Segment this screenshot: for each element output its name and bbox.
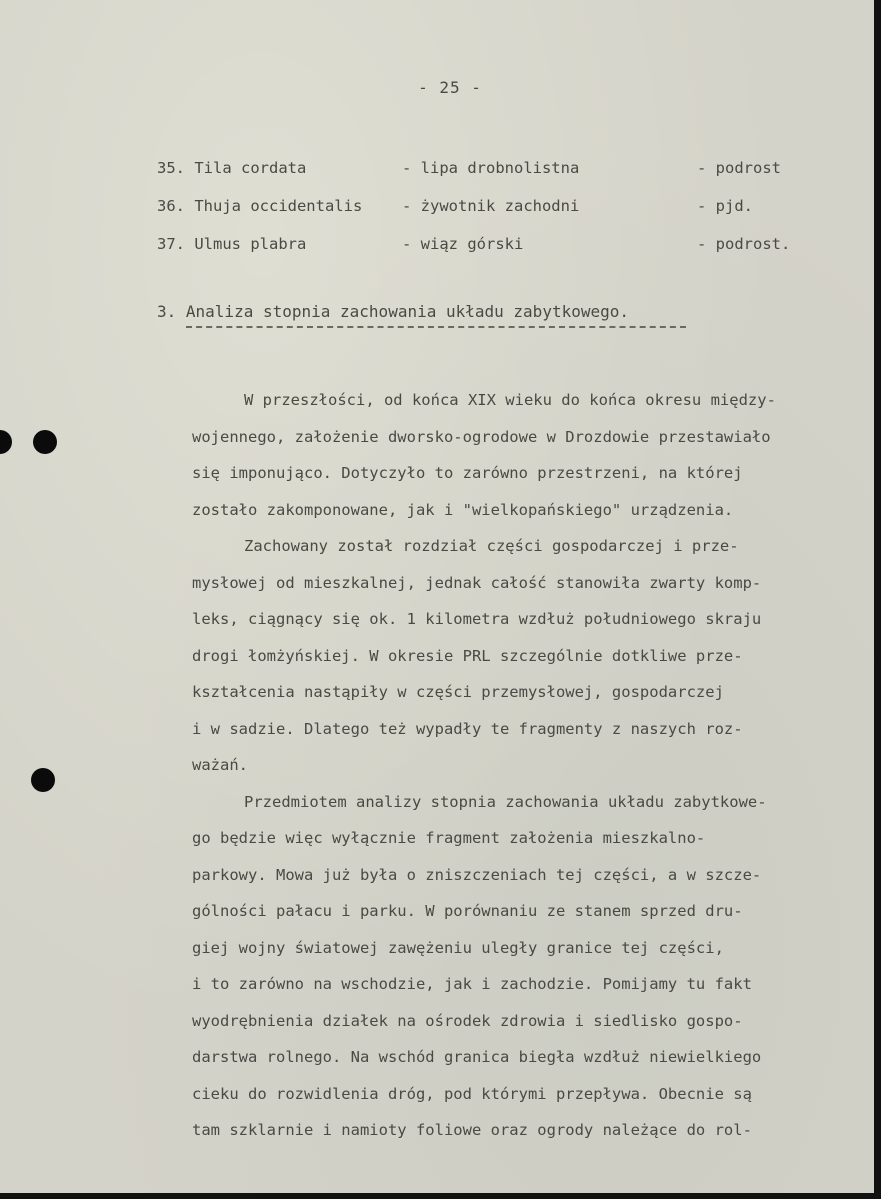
- text-line: parkowy. Mowa już była o zniszczeniach tej części, a w szcze-: [192, 865, 762, 884]
- species-polish-name: - wiąz górski: [402, 235, 524, 253]
- text-line: Zachowany został rozdział części gospodarczej i prze-: [244, 537, 739, 555]
- species-polish-name: - lipa drobnolistna: [402, 159, 580, 177]
- text-line: ważań.: [192, 756, 248, 774]
- text-line: i w sadzie. Dlatego też wypadły te fragmenty z naszych roz-: [192, 719, 743, 738]
- species-row: [157, 197, 857, 235]
- text-line: leks, ciągnący się ok. 1 kilometra wzdłuż południowego skraju: [192, 610, 762, 628]
- text-line: mysłowej od mieszkalnej, jednak całość stanowiła zwarty komp-: [192, 573, 762, 592]
- text-line: drogi łomżyńskiej. W okresie PRL szczególnie dotkliwe prze-: [192, 646, 743, 665]
- page-number: - 25 -: [418, 78, 482, 97]
- species-latin-name: 36. Thuja occidentalis: [157, 197, 363, 215]
- text-line: W przeszłości, od końca XIX wieku do końca okresu między-: [244, 391, 776, 409]
- punch-hole: [0, 430, 12, 454]
- text-line: gólności pałacu i parku. W porównaniu ze stanem sprzed dru-: [192, 902, 743, 920]
- text-line: giej wojny światowej zawężeniu uległy granice tej części,: [192, 938, 724, 957]
- text-line: zostało zakomponowane, jak i "wielkopańskiego" urządzenia.: [192, 500, 734, 519]
- species-row: [157, 159, 857, 197]
- text-line: Przedmiotem analizy stopnia zachowania układu zabytkowe-: [244, 792, 767, 811]
- species-list: [157, 159, 857, 273]
- text-line: tam szklarnie i namioty foliowe oraz ogrody należące do rol-: [192, 1121, 752, 1139]
- species-latin-name: 35. Tila cordata: [157, 159, 307, 177]
- text-line: cieku do rozwidlenia dróg, pod którymi przepływa. Obecnie są: [192, 1084, 752, 1103]
- species-polish-name: - żywotnik zachodni: [402, 197, 580, 215]
- species-status: - podrost.: [697, 235, 791, 253]
- text-line: i to zarówno na wschodzie, jak i zachodzie. Pomijamy tu fakt: [192, 975, 752, 993]
- text-line: wojennego, założenie dworsko-ogrodowe w Drozdowie przestawiało: [192, 427, 771, 446]
- section-heading: 3. Analiza stopnia zachowania układu zabytkowego.: [157, 302, 630, 321]
- text-line: wyodrębnienia działek na ośrodek zdrowia i siedlisko gospo-: [192, 1011, 743, 1030]
- body-text: [192, 391, 872, 1158]
- species-latin-name: 37. Ulmus plabra: [157, 235, 307, 253]
- species-row: [157, 235, 857, 273]
- species-status: - pjd.: [697, 197, 753, 215]
- text-line: kształcenia nastąpiły w części przemysłowej, gospodarczej: [192, 683, 724, 701]
- heading-underline: [186, 326, 686, 328]
- text-line: darstwa rolnego. Na wschód granica biegła wzdłuż niewielkiego: [192, 1048, 762, 1066]
- text-line: go będzie więc wyłącznie fragment założenia mieszkalno-: [192, 829, 706, 847]
- species-status: - podrost: [697, 159, 781, 177]
- punch-hole: [31, 768, 55, 792]
- punch-hole: [33, 430, 57, 454]
- text-line: się imponująco. Dotyczyło to zarówno przestrzeni, na której: [192, 464, 743, 482]
